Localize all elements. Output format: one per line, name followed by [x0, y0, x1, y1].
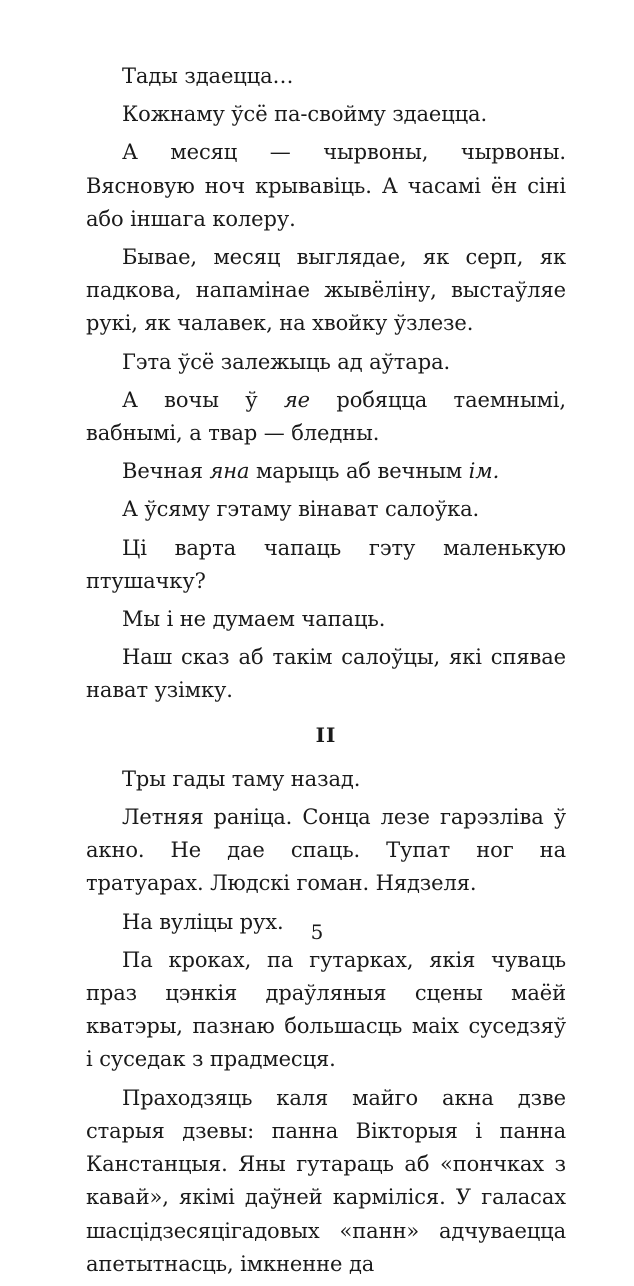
paragraph-text: А вочы ў [122, 387, 284, 412]
paragraph [86, 384, 566, 450]
paragraph: Летняя раніца. Сонца лезе гарэзліва ў акно. Не дае спаць. Тупат ног на тратуарах. Людскі гоман. Нядзеля. [86, 805, 566, 896]
paragraph: А месяц — чырвоны, чырвоны. Вясновую ноч крывавіць. А часамі ён сіні або іншага колеру. [86, 140, 566, 231]
paragraph: Ці варта чапаць гэту маленькую птушачку? [86, 535, 566, 593]
paragraph: На вуліцы рух. [122, 909, 284, 934]
paragraph: Бывае, месяц выглядае, як серп, як падкова, напамінае жывёліну, выстаўляе рукі, як чалавек, на хвойку ўзлезе. [86, 245, 566, 336]
emphasis-text: яна [209, 459, 250, 484]
paragraph-text: Вечная [122, 459, 210, 484]
paragraph: Тады здаецца… [122, 64, 294, 88]
paragraph: Гэта ўсё залежыць ад аўтара. [122, 349, 451, 374]
paragraph-text: марыць аб вечным [249, 459, 469, 484]
page-number: 5 [310, 920, 324, 944]
paragraph: Наш сказ аб такім салоўцы, які спявае нават узімку. [86, 645, 566, 703]
paragraph-text: робяцца таемнымі, вабнымі, а твар — бледны. [86, 387, 566, 446]
section-heading: II [315, 722, 337, 747]
paragraph: Па кроках, па гутарках, якія чуваць праз цэнкія драўляныя сцены маёй кватэры, пазнаю большасць маіх суседзяў і суседак з прадмесця. [86, 947, 566, 1072]
paragraph: Мы і не думаем чапаць. [122, 607, 386, 632]
paragraph [86, 455, 566, 488]
emphasis-text: яе [283, 387, 310, 412]
paragraph: Праходзяць каля майго акна дзве старыя дзевы: панна Вікторыя і панна Канстанцыя. Яны гутараць аб «пончках з кавай», якімі даўней карміліся. У галасах шасцідзесяцігадовых «панн» адчуваецца апетытнасць, імкненне да [86, 1085, 566, 1276]
paragraph: Тры гады таму назад. [122, 766, 361, 791]
paragraph: Кожнаму ўсё па-свойму здаецца. [122, 102, 488, 127]
paragraph: А ўсяму гэтаму вінават салоўка. [122, 497, 480, 522]
emphasis-text: ім. [468, 459, 500, 484]
body-text [86, 60, 566, 1286]
